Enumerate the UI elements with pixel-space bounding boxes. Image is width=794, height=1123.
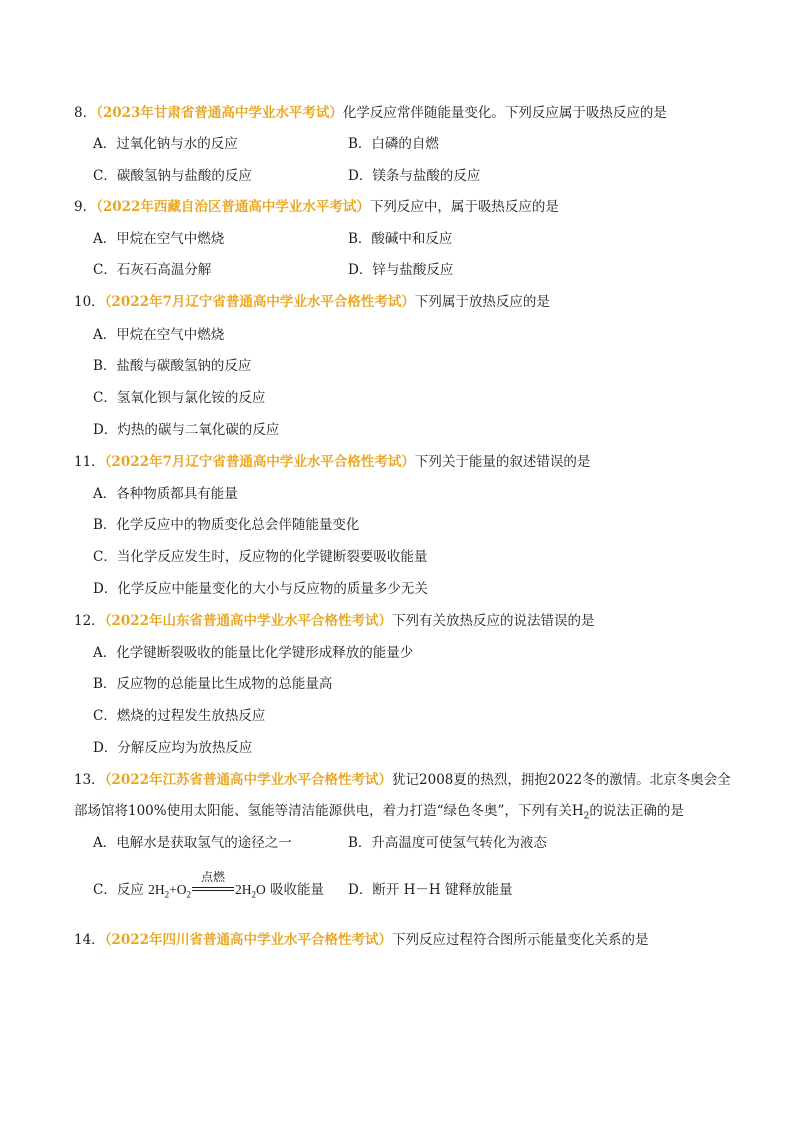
question-source: （2022年江苏省普通高中学业水平合格性考试） — [104, 772, 393, 788]
option-c: C．石灰石高温分解 — [93, 262, 212, 278]
option-d: D．锌与盐酸反应 — [348, 262, 454, 278]
option-d: D．灼热的碳与二氧化碳的反应 — [93, 422, 280, 438]
question-stem: 下列关于能量的叙述错误的是 — [414, 454, 591, 470]
question-stem-tail: 的说法正确的是 — [589, 803, 684, 819]
question-source: （2022年山东省普通高中学业水平合格性考试） — [104, 613, 393, 629]
question-12 — [74, 611, 734, 631]
option-c: C．燃烧的过程发生放热反应 — [93, 708, 266, 724]
option-b: B．盐酸与碳酸氢钠的反应 — [93, 358, 252, 374]
option-c — [93, 869, 325, 905]
question-stem: 下列反应中，属于吸热反应的是 — [369, 199, 559, 215]
question-source: （2022年西藏自治区普通高中学业水平考试） — [96, 199, 370, 215]
option-a: A．过氧化钠与水的反应 — [93, 136, 238, 152]
option-d: D．断开 H－H 键释放能量 — [348, 882, 513, 898]
reactant-1: 2H — [148, 882, 165, 897]
option-d: D．分解反应均为放热反应 — [93, 740, 253, 756]
option-c-tail: 吸收能量 — [265, 882, 325, 898]
chemical-equation — [148, 869, 266, 900]
question-number: 13． — [74, 772, 105, 788]
question-10 — [74, 292, 734, 312]
question-source: （2023年甘肃省普通高中学业水平考试） — [96, 105, 343, 121]
question-number: 14． — [74, 932, 105, 948]
question-number: 12． — [74, 613, 105, 629]
option-a: A．化学键断裂吸收的能量比化学键形成释放的能量少 — [93, 645, 414, 661]
option-c: C．当化学反应发生时，反应物的化学键断裂要吸收能量 — [93, 549, 428, 565]
option-d: D．化学反应中能量变化的大小与反应物的质量多少无关 — [93, 581, 428, 597]
option-c-label: C．反应 — [93, 882, 149, 898]
option-a: A．甲烷在空气中燃烧 — [93, 327, 225, 343]
reactant-2: +O — [169, 882, 187, 897]
question-stem: 化学反应常伴随能量变化。下列反应属于吸热反应的是 — [342, 105, 667, 121]
question-stem: 下列有关放热反应的说法错误的是 — [392, 613, 595, 629]
question-source: （2022年7月辽宁省普通高中学业水平合格性考试） — [104, 454, 415, 470]
subscript: 2 — [186, 889, 191, 900]
subscript: 2 — [583, 811, 590, 822]
option-a: A．甲烷在空气中燃烧 — [93, 231, 225, 247]
question-stem: 下列反应过程符合图所示能量变化关系的是 — [392, 932, 649, 948]
option-c: C．碳酸氢钠与盐酸的反应 — [93, 168, 252, 184]
option-b: B．酸碱中和反应 — [348, 231, 453, 247]
option-b: B．升高温度可使氢气转化为液态 — [348, 835, 547, 851]
question-8 — [74, 103, 734, 123]
question-number: 8． — [74, 105, 97, 121]
question-9 — [74, 197, 734, 217]
question-number: 9． — [74, 199, 97, 215]
option-b: B．反应物的总能量比生成物的总能量高 — [93, 676, 333, 692]
question-11 — [74, 452, 734, 472]
option-d: D．镁条与盐酸的反应 — [348, 168, 481, 184]
question-14 — [74, 930, 734, 950]
question-stem: 下列属于放热反应的是 — [414, 294, 550, 310]
question-source: （2022年四川省普通高中学业水平合格性考试） — [104, 932, 393, 948]
reaction-arrow — [192, 869, 234, 898]
reaction-condition: 点燃 — [200, 869, 225, 884]
question-13 — [74, 765, 740, 833]
subscript: 2 — [164, 889, 170, 900]
question-stem: 犹记2008夏的热烈，拥抱2022冬的激情。北京冬奥会全部场馆将100%使用太阳能、氢能等清洁能源供电，着力打造“绿色冬奥”，下列有关H — [74, 772, 731, 819]
option-a: A．各种物质都具有能量 — [93, 486, 238, 502]
question-source: （2022年7月辽宁省普通高中学业水平合格性考试） — [104, 294, 415, 310]
option-c: C．氢氧化钡与氯化铵的反应 — [93, 390, 266, 406]
option-b: B．化学反应中的物质变化总会伴随能量变化 — [93, 517, 360, 533]
question-number: 11． — [74, 454, 105, 470]
subscript: 2 — [251, 889, 256, 900]
product: 2H — [235, 882, 252, 897]
option-a: A．电解水是获取氢气的途径之一 — [93, 835, 292, 851]
question-number: 10． — [74, 294, 105, 310]
product-tail: O — [256, 882, 266, 897]
option-b: B．白磷的自燃 — [348, 136, 439, 152]
